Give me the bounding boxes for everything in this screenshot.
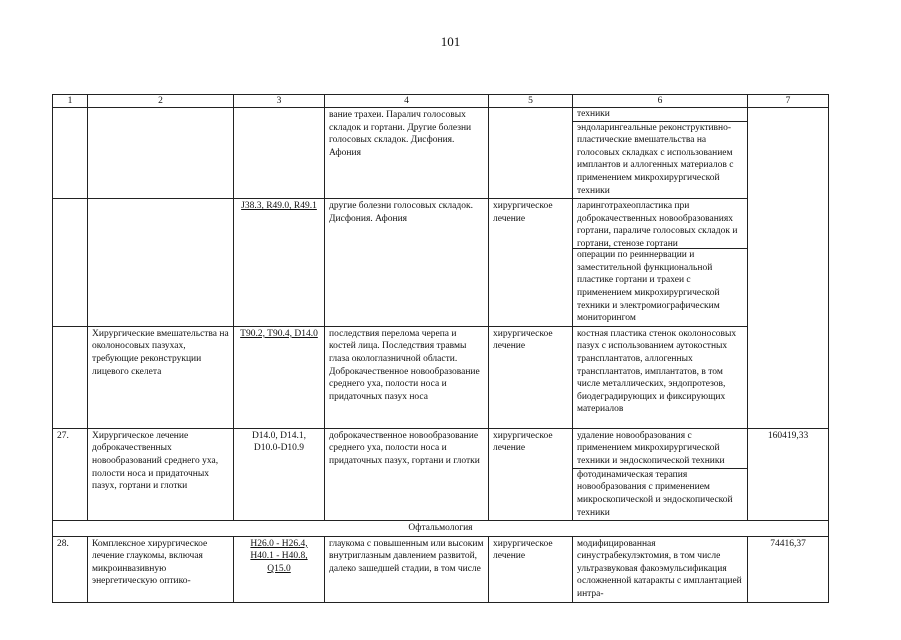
cell-treatment: хирургическое лечение <box>489 428 573 520</box>
page-number: 101 <box>440 34 461 49</box>
cell-number: 27. <box>53 428 88 520</box>
cell-diagnosis: другие болезни голосовых складок. Дисфония. Афония <box>325 199 489 327</box>
col-header-5: 5 <box>489 95 573 108</box>
method-line: ларинготрахеопластика при доброкачественных новообразованиях гортани, параличе голосовых складок и гортани, стенозе гортани <box>577 201 738 249</box>
procedures-table <box>52 94 829 603</box>
cell-treatment: хирургическое лечение <box>489 199 573 327</box>
col-header-1: 1 <box>53 95 88 108</box>
method-line: удаление новообразования с применением микрохирургической техники и эндоскопической техники <box>577 430 725 466</box>
cell-codes: J38.3, R49.0, R49.1 <box>234 199 325 327</box>
cell-codes: T90.2, T90.4, D14.0 <box>234 326 325 428</box>
method-line: операции по реиннервации и заместительной функциональной пластике гортани и трахеи с применением микрохирургической техники и электромиографическим мониторингом <box>573 248 747 325</box>
cell-codes: H26.0 - H26.4, H40.1 - H40.8, Q15.0 <box>234 536 325 602</box>
method-line: фотодинамическая терапия новообразования с применением микроскопической и эндоскопической техники <box>573 468 747 519</box>
cell-codes: D14.0, D14.1, D10.0-D10.9 <box>234 428 325 520</box>
cell-number: 28. <box>53 536 88 602</box>
cell-method: костная пластика стенок околоносовых пазух с использованием аутокостных трансплантатов, аллогенных трансплантатов, имплантатов, в том числе металлических, эндопротезов, биодеградирующих и фиксирующих материалов <box>573 326 748 428</box>
cell-name: Хирургическое лечение доброкачественных новообразований среднего уха, полости носа и придаточных пазух, гортани и глотки <box>88 428 234 520</box>
col-header-7: 7 <box>748 95 829 108</box>
section-title: Офтальмология <box>53 521 829 537</box>
method-line: эндоларингеальные реконструктивно-пластические вмешательства на голосовых складках с использованием имплантов и аллогенных материалов с применением микрохирургической техники <box>573 121 747 198</box>
cell-treatment <box>489 108 573 199</box>
table-row <box>53 199 829 327</box>
cell-name: Комплексное хирургическое лечение глаукомы, включая микроинвазивную энергетическую оптико- <box>88 536 234 602</box>
cell-number <box>53 108 88 199</box>
table-row <box>53 108 829 199</box>
cell-method <box>573 428 748 520</box>
cell-name: Хирургические вмешательства на околоносовых пазухах, требующие реконструкции лицевого скелета <box>88 326 234 428</box>
col-header-2: 2 <box>88 95 234 108</box>
column-header-row <box>53 95 829 108</box>
cell-diagnosis: последствия перелома черепа и костей лица. Последствия травмы глаза окологлазничной области. Доброкачественное новообразование среднего уха, полости носа и придаточных пазух носа <box>325 326 489 428</box>
col-header-4: 4 <box>325 95 489 108</box>
cell-number <box>53 199 88 327</box>
table-row <box>53 536 829 602</box>
table-row <box>53 428 829 520</box>
method-line: техники <box>577 109 610 119</box>
cell-price: 160419,33 <box>748 428 829 520</box>
cell-name <box>88 199 234 327</box>
cell-diagnosis: вание трахеи. Паралич голосовых складок и гортани. Другие болезни голосовых складок. Дисфония. Афония <box>325 108 489 199</box>
cell-number <box>53 326 88 428</box>
section-row <box>53 521 829 537</box>
cell-method <box>573 199 748 327</box>
col-header-3: 3 <box>234 95 325 108</box>
cell-diagnosis: доброкачественное новообразование среднего уха, полости носа и придаточных пазух, гортани и глотки <box>325 428 489 520</box>
col-header-6: 6 <box>573 95 748 108</box>
table-row <box>53 326 829 428</box>
cell-method: модифицированная синустрабекулэктомия, в том числе ультразвуковая факоэмульсификация осложненной катаракты с имплантацией интра- <box>573 536 748 602</box>
cell-treatment: хирургическое лечение <box>489 536 573 602</box>
cell-name <box>88 108 234 199</box>
cell-treatment: хирургическое лечение <box>489 326 573 428</box>
cell-price <box>748 108 829 429</box>
cell-diagnosis: глаукома с повышенным или высоким внутриглазным давлением развитой, далеко зашедшей стадии, в том числе <box>325 536 489 602</box>
cell-price: 74416,37 <box>748 536 829 602</box>
cell-method <box>573 108 748 199</box>
cell-codes <box>234 108 325 199</box>
